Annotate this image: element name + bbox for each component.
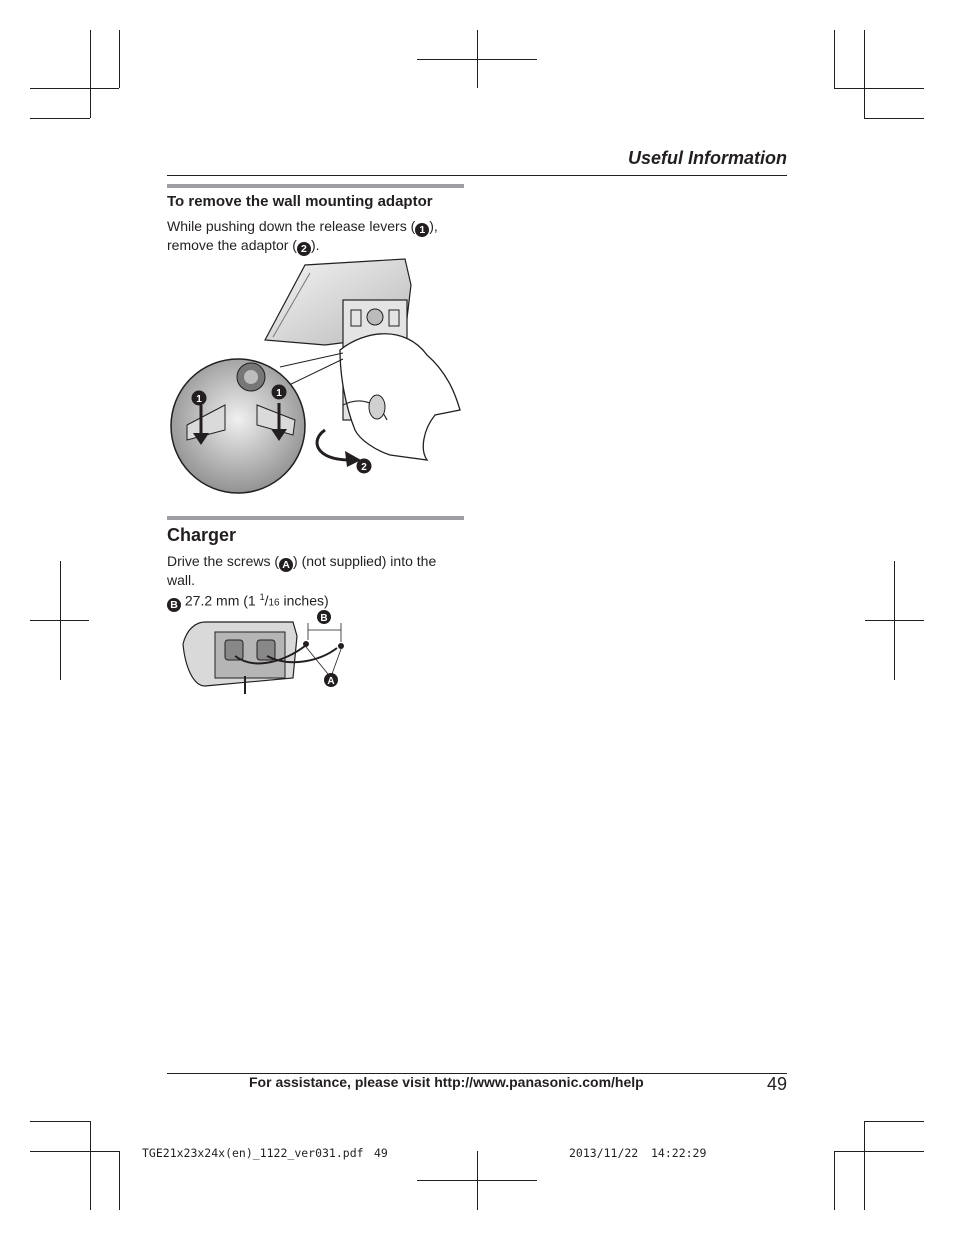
assistance-text: For assistance, please visit http://www.panasonic.com/help: [249, 1074, 644, 1090]
instruction-text: ),: [429, 218, 438, 234]
fraction-numerator: 1: [259, 592, 265, 602]
instruction-text: ) (not supplied) into the: [293, 553, 437, 569]
page-number: 49: [766, 1074, 787, 1094]
remove-adaptor-instructions: [167, 218, 467, 256]
slug-time: 14:22:29: [651, 1146, 707, 1160]
instruction-text: ).: [310, 237, 320, 253]
svg-text:A: A: [327, 676, 335, 687]
slug-page: 49: [374, 1146, 388, 1160]
zoom-step-1-label-left: [192, 391, 207, 406]
step-2-marker: 2: [297, 242, 311, 256]
svg-text:1: 1: [196, 394, 202, 405]
remove-adaptor-heading: To remove the wall mounting adaptor: [167, 193, 433, 210]
section-header-label: Useful Information: [627, 148, 787, 168]
slug-file: TGE21x23x24x(en)_1122_ver031.pdf: [142, 1146, 364, 1160]
marker-b: B: [167, 598, 181, 612]
section-rule: [167, 184, 464, 188]
svg-text:2: 2: [361, 462, 367, 473]
step-2-label: [357, 459, 372, 474]
svg-text:1: 1: [276, 388, 282, 399]
instruction-text: remove the adaptor (: [167, 237, 297, 253]
dimension-b-label: [317, 610, 331, 624]
instruction-text: wall.: [167, 572, 196, 588]
step-1-marker: 1: [415, 223, 429, 237]
instruction-text: Drive the screws (: [167, 553, 280, 569]
svg-text:B: B: [320, 613, 328, 624]
section-header: [628, 148, 787, 169]
marker-a: A: [279, 558, 293, 572]
charger-mounting-illustration: [175, 606, 355, 696]
charger-instructions: [167, 553, 467, 612]
slug-date: 2013/11/22: [569, 1146, 639, 1160]
adaptor-removal-illustration: [165, 255, 465, 500]
header-rule: [167, 175, 787, 176]
measurement-text: 27.2 mm (1: [184, 592, 260, 609]
section-rule: [167, 516, 464, 520]
fraction-slash: /: [264, 592, 269, 609]
screw-a-label: [324, 673, 338, 687]
instruction-text: While pushing down the release levers (: [167, 218, 416, 234]
fraction-denominator: 16: [268, 597, 280, 609]
zoom-step-1-label-right: [272, 385, 287, 400]
measurement-text: inches): [279, 592, 329, 609]
charger-heading: Charger: [167, 525, 237, 545]
